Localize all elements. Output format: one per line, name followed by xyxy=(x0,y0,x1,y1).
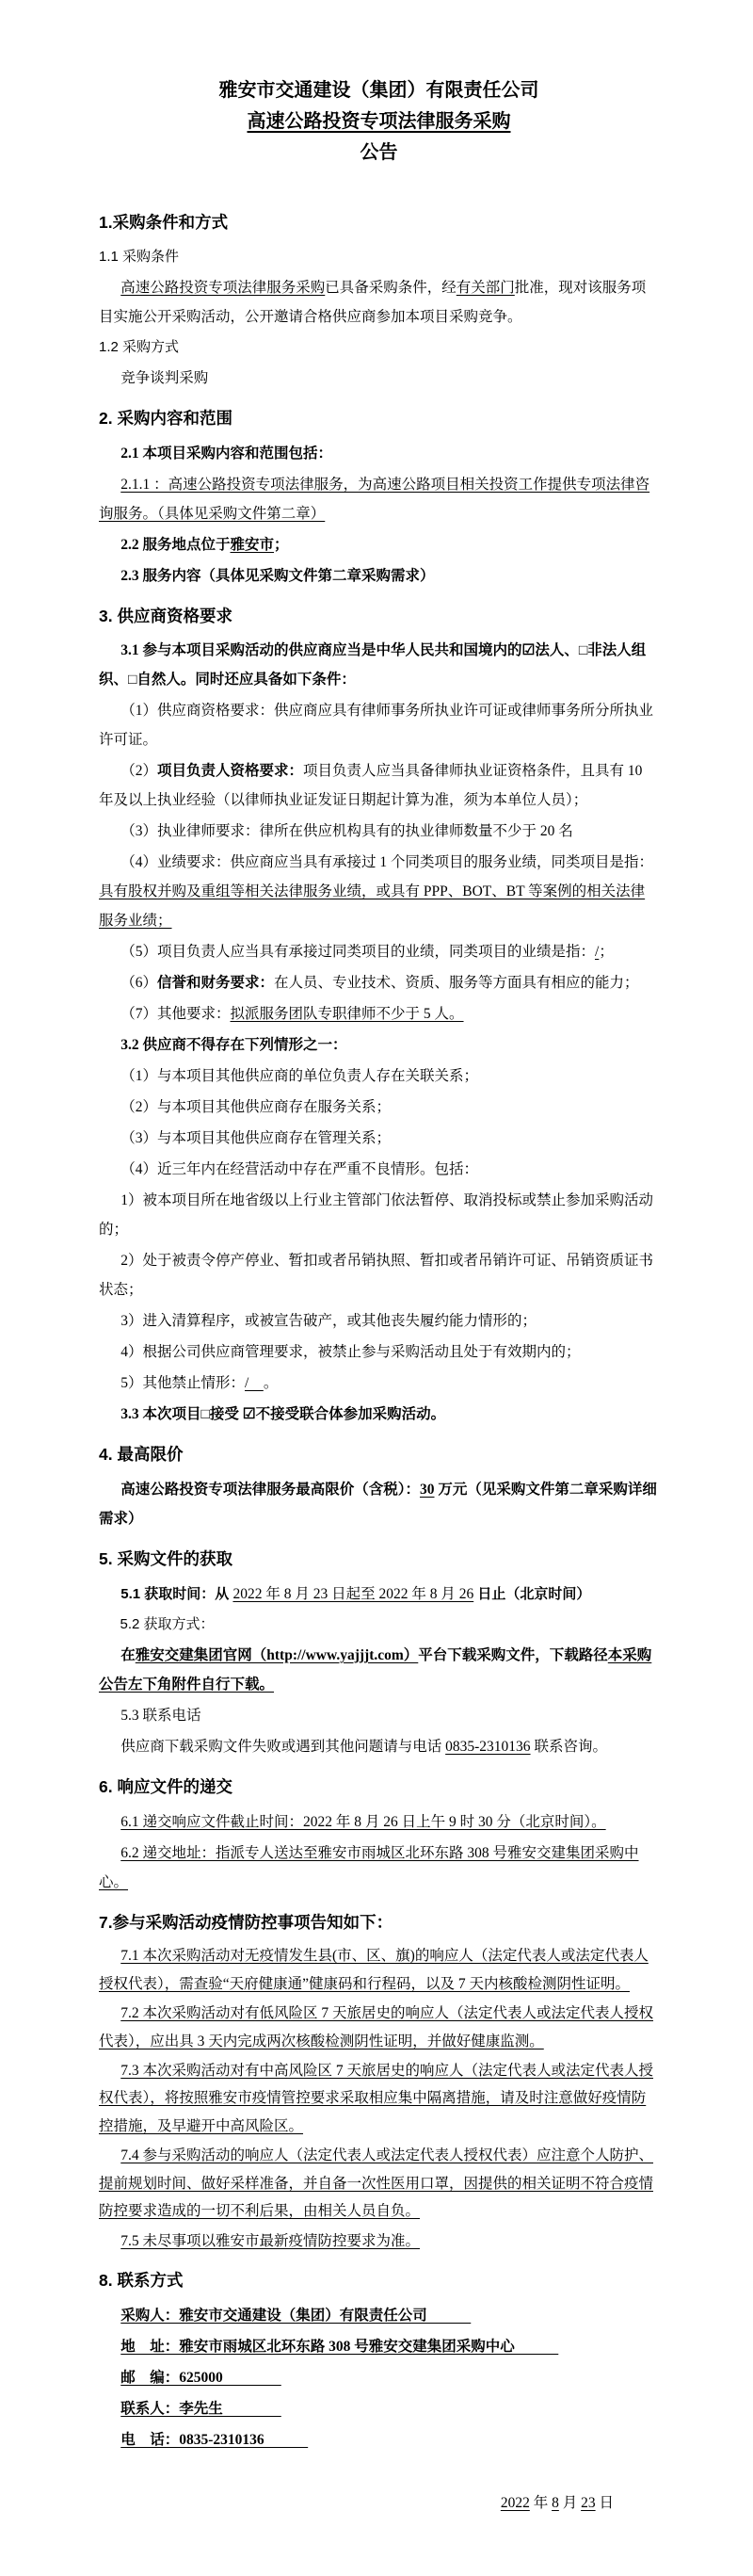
text-run: 30 xyxy=(420,1482,435,1498)
text-run: 2）处于被责令停产停业、暂扣或者吊销执照、暂扣或者吊销许可证、吊销资质证书状态； xyxy=(99,1253,654,1299)
text-run: 日 xyxy=(595,2494,614,2511)
clause-7-2 xyxy=(99,2000,659,2055)
text-run: （1）与本项目其他供应商的单位负责人存在关联关系； xyxy=(120,1068,479,1085)
clause-1-1 xyxy=(99,243,659,271)
text-run: （6） xyxy=(120,975,158,992)
clause-7-1 xyxy=(99,1942,659,1998)
contact-address xyxy=(99,2332,659,2361)
text-run: 7.1 本次采购活动对无疫情发生县(市、区、旗)的响应人（法定代表人或法定代表人授权代表），需查验“天府健康通”健康码和行程码，以及 7 天内核酸检测阴性证明。 xyxy=(99,1948,649,1992)
text-run: 地 址：雅安市雨城区北环东路 308 号雅安交建集团采购中心 xyxy=(120,2338,559,2355)
text-run: 采购人：雅安市交通建设（集团）有限责任公司 xyxy=(120,2307,472,2324)
text-run: 月 xyxy=(558,2494,582,2511)
clause-3-1-item-5 xyxy=(99,937,659,966)
clause-6-1 xyxy=(99,1807,659,1837)
text-run: 6.2 递交地址：指派专人送达至雅安市雨城区北环东路 308 号雅安交建集团采购中心。 xyxy=(99,1844,639,1890)
text-run: 信誉和财务要求： xyxy=(157,975,275,992)
text-run: 联系咨询。 xyxy=(530,1738,607,1755)
clause-2-1 xyxy=(99,439,659,468)
clause-6-2 xyxy=(99,1839,659,1897)
text-run: 雅安交建集团官网（http://www.yajjjt.com） xyxy=(135,1646,419,1663)
contact-person xyxy=(99,2394,659,2423)
clause-2-1-1 xyxy=(99,470,659,528)
clause-7-3 xyxy=(99,2057,659,2140)
text-run: 5. 采购文件的获取 xyxy=(99,1549,232,1568)
text-run: 平台下载采购文件，下载路径 xyxy=(418,1646,608,1663)
document-title-line-3 xyxy=(99,138,659,169)
text-run: （1）供应商资格要求：供应商应具有律师事务所执业许可证或律师事务所分所执业许可证。 xyxy=(99,703,654,749)
text-run: 5）其他禁止情形： xyxy=(120,1375,246,1392)
text-run: 已具备采购条件，经 xyxy=(325,279,457,296)
clause-3-2-item-1 xyxy=(99,1061,659,1091)
section-heading-5 xyxy=(99,1548,659,1570)
text-run: （2） xyxy=(120,763,158,780)
text-run: 1）被本项目所在地省级以上行业主管部门依法暂停、取消投标或禁止参加采购活动的； xyxy=(99,1192,654,1239)
contact-postcode xyxy=(99,2363,659,2392)
text-run: 邮 编：625000 xyxy=(120,2369,281,2386)
text-run: 7.4 参与采购活动的响应人（法定代表人或法定代表人授权代表）应注意个人防护、提前规划时间、做好采样准备，并自备一次性医用口罩，因提供的相关证明不符合疫情防控要求造成的一切不利后果，由相关人员自负。 xyxy=(99,2147,654,2220)
clause-3-1 xyxy=(99,636,659,694)
clause-5-3-body xyxy=(99,1732,659,1761)
text-run: 3.2 供应商不得存在下列情形之一： xyxy=(120,1037,347,1054)
text-run: （4）近三年内在经营活动中存在严重不良情形。包括： xyxy=(120,1161,479,1178)
text-run: 7.3 本次采购活动对有中高风险区 7 天旅居史的响应人（法定代表人或法定代表人授权代表），将按照雅安市疫情管控要求采取相应集中隔离措施，请及时注意做好疫情防控措施，及早避开中高风险区。 xyxy=(99,2063,654,2134)
clause-3-1-item-7 xyxy=(99,999,659,1029)
text-run: （5）项目负责人应当具有承接过同类项目的业绩，同类项目的业绩是指： xyxy=(120,944,596,961)
text-run: （2）与本项目其他供应商存在服务关系； xyxy=(120,1099,392,1116)
text-run: 7.5 未尽事项以雅安市最新疫情防控要求为准。 xyxy=(120,2232,421,2249)
text-run: 雅安市交通建设（集团）有限责任公司 xyxy=(218,80,539,101)
clause-1-2-body xyxy=(99,364,659,393)
text-run: 具有股权并购及重组等相关法律服务业绩，或具有 PPP、BOT、BT 等案例的相关法律服务业绩； xyxy=(99,883,646,930)
clause-3-2-item-4-sub-4 xyxy=(99,1337,659,1367)
clause-3-1-item-1 xyxy=(99,696,659,754)
text-run: 高速公路投资专项法律服务采购 xyxy=(120,279,326,296)
section-heading-6 xyxy=(99,1776,659,1798)
clause-3-2-item-2 xyxy=(99,1093,659,1122)
text-run: 高速公路投资专项法律服务采购 xyxy=(247,111,511,132)
section-heading-3 xyxy=(99,606,659,627)
text-run: 0835-2310136 xyxy=(445,1738,531,1755)
text-run: 5.3 联系电话 xyxy=(120,1707,201,1724)
clause-2-3 xyxy=(99,561,659,591)
text-run: / xyxy=(245,1375,264,1392)
contact-purchaser xyxy=(99,2301,659,2330)
text-run: / xyxy=(595,944,600,961)
text-run: 6.1 递交响应文件截止时间：2022 年 8 月 26 日上午 9 时 30 分（北京时间）。 xyxy=(120,1813,606,1830)
text-run: 项目负责人资格要求： xyxy=(157,763,304,780)
text-run: 批准，现对该服务项目实施公开采购活动，公开邀请合格供应商参加本项目采购竞争。 xyxy=(99,279,647,325)
text-run: 。 xyxy=(263,1375,279,1392)
text-run: 2.1.1 ：高速公路投资专项法律服务，为高速公路项目相关投资工作提供专项法律咨询服务。（具体见采购文件第二章） xyxy=(99,476,650,522)
text-run: 本采购公告左下角附件自行下载。 xyxy=(99,1646,652,1693)
text-run: 雅安市 xyxy=(230,536,275,553)
text-run: 竞争谈判采购 xyxy=(120,369,209,386)
section-heading-1 xyxy=(99,212,659,234)
text-run: 1.采购条件和方式 xyxy=(99,213,229,232)
clause-3-2-item-4-sub-5 xyxy=(99,1369,659,1398)
clause-1-2 xyxy=(99,333,659,362)
clause-3-1-item-4 xyxy=(99,848,659,935)
section-heading-7 xyxy=(99,1912,659,1934)
text-run: 在人员、专业技术、资质、服务等方面具有相应的能力； xyxy=(274,975,639,992)
section-heading-2 xyxy=(99,408,659,429)
clause-5-3 xyxy=(99,1701,659,1730)
text-run: 日止（北京时间） xyxy=(473,1585,591,1602)
clause-2-2 xyxy=(99,530,659,559)
text-run: 5.1 获取时间：从 xyxy=(120,1585,233,1602)
text-run: 8. 联系方式 xyxy=(99,2271,184,2291)
text-run: 7.参与采购活动疫情防控事项告知如下： xyxy=(99,1912,393,1932)
clause-4-body xyxy=(99,1475,659,1533)
text-run: ； xyxy=(274,536,289,553)
clause-3-2 xyxy=(99,1030,659,1060)
clause-3-1-item-2 xyxy=(99,756,659,815)
text-run: 2.2 服务地点位于 xyxy=(120,536,231,553)
clause-3-1-item-3 xyxy=(99,817,659,846)
clause-3-2-item-4-sub-3 xyxy=(99,1306,659,1336)
document-title xyxy=(99,75,659,169)
section-heading-8 xyxy=(99,2270,659,2292)
text-run: 2.1 本项目采购内容和范围包括： xyxy=(120,445,333,462)
contact-phone xyxy=(99,2425,659,2454)
text-run: 3.1 参与本项目采购活动的供应商应当是中华人民共和国境内的☑法人、□非法人组织、□自然人。同时还应具备如下条件： xyxy=(99,642,647,689)
text-run: 供应商下载采购文件失败或遇到其他问题请与电话 xyxy=(120,1738,446,1755)
text-run: 1.1 采购条件 xyxy=(99,248,180,265)
text-run: 4）根据公司供应商管理要求，被禁止参与采购活动且处于有效期内的； xyxy=(120,1344,581,1361)
text-run: 1.2 采购方式 xyxy=(99,338,180,355)
clause-7-4 xyxy=(99,2142,659,2225)
text-run: （3）执业律师要求：律所在供应机构具有的执业律师数量不少于 20 名 xyxy=(120,823,573,840)
text-run: 8 xyxy=(552,2494,559,2511)
text-run: 联系人：李先生 xyxy=(120,2400,281,2417)
clause-3-2-item-4 xyxy=(99,1155,659,1184)
document-title-line-2 xyxy=(99,106,659,138)
text-run: 有关部门 xyxy=(456,279,515,296)
clause-5-2-body xyxy=(99,1641,659,1699)
text-run: 万元（见采购文件第二章采购详细需求） xyxy=(99,1482,657,1527)
text-run: 7.2 本次采购活动对有低风险区 7 天旅居史的响应人（法定代表人或法定代表人授权代表），应出具 3 天内完成两次核酸检测阴性证明，并做好健康监测。 xyxy=(99,2005,654,2049)
clause-5-1 xyxy=(99,1580,659,1609)
text-run: 4. 最高限价 xyxy=(99,1445,184,1465)
announcement-date xyxy=(99,2488,659,2518)
text-run: 在 xyxy=(120,1646,136,1663)
text-run: 年 xyxy=(529,2494,553,2511)
text-run: 拟派服务团队专职律师不少于 5 人。 xyxy=(230,1006,464,1023)
clause-5-2 xyxy=(99,1611,659,1639)
text-run: （3）与本项目其他供应商存在管理关系； xyxy=(120,1130,392,1147)
text-run: 电 话：0835-2310136 xyxy=(120,2431,309,2448)
clause-7-5 xyxy=(99,2228,659,2255)
text-run: 3）进入清算程序，或被宣告破产，或其他丧失履约能力情形的； xyxy=(120,1313,537,1330)
text-run: ； xyxy=(599,944,614,961)
document-body xyxy=(99,212,659,2518)
text-run: 6. 响应文件的递交 xyxy=(99,1776,232,1796)
text-run: 3. 供应商资格要求 xyxy=(99,606,232,625)
text-run: （7）其他要求： xyxy=(120,1006,231,1023)
text-run: 公告 xyxy=(360,142,398,163)
text-run: （4）业绩要求：供应商应当具有承接过 1 个同类项目的服务业绩，同类项目是指： xyxy=(120,854,654,871)
clause-3-2-item-4-sub-1 xyxy=(99,1186,659,1244)
text-run: 2.3 服务内容（具体见采购文件第二章采购需求） xyxy=(120,567,435,584)
clause-3-2-item-4-sub-2 xyxy=(99,1246,659,1304)
clause-3-1-item-6 xyxy=(99,968,659,997)
text-run: 2022 年 8 月 23 日起至 2022 年 8 月 26 xyxy=(232,1585,474,1602)
text-run: 23 xyxy=(581,2494,596,2511)
text-run: 5.2 获取方式： xyxy=(120,1615,215,1632)
text-run: 3.3 本次项目□接受 ☑不接受联合体参加采购活动。 xyxy=(120,1406,446,1423)
clause-1-1-body xyxy=(99,273,659,332)
document-title-line-1 xyxy=(99,75,659,106)
text-run: 2022 xyxy=(500,2494,530,2511)
text-run: 项目负责人应当具备律师执业证资格条件，且具有 10 年及以上执业经验（以律师执业证发证日期起计算为准，须为本单位人员）； xyxy=(99,763,643,809)
section-heading-4 xyxy=(99,1444,659,1466)
clause-3-2-item-3 xyxy=(99,1124,659,1153)
clause-3-3 xyxy=(99,1400,659,1429)
text-run: 2. 采购内容和范围 xyxy=(99,408,232,428)
text-run: 高速公路投资专项法律服务最高限价（含税）： xyxy=(120,1482,421,1498)
